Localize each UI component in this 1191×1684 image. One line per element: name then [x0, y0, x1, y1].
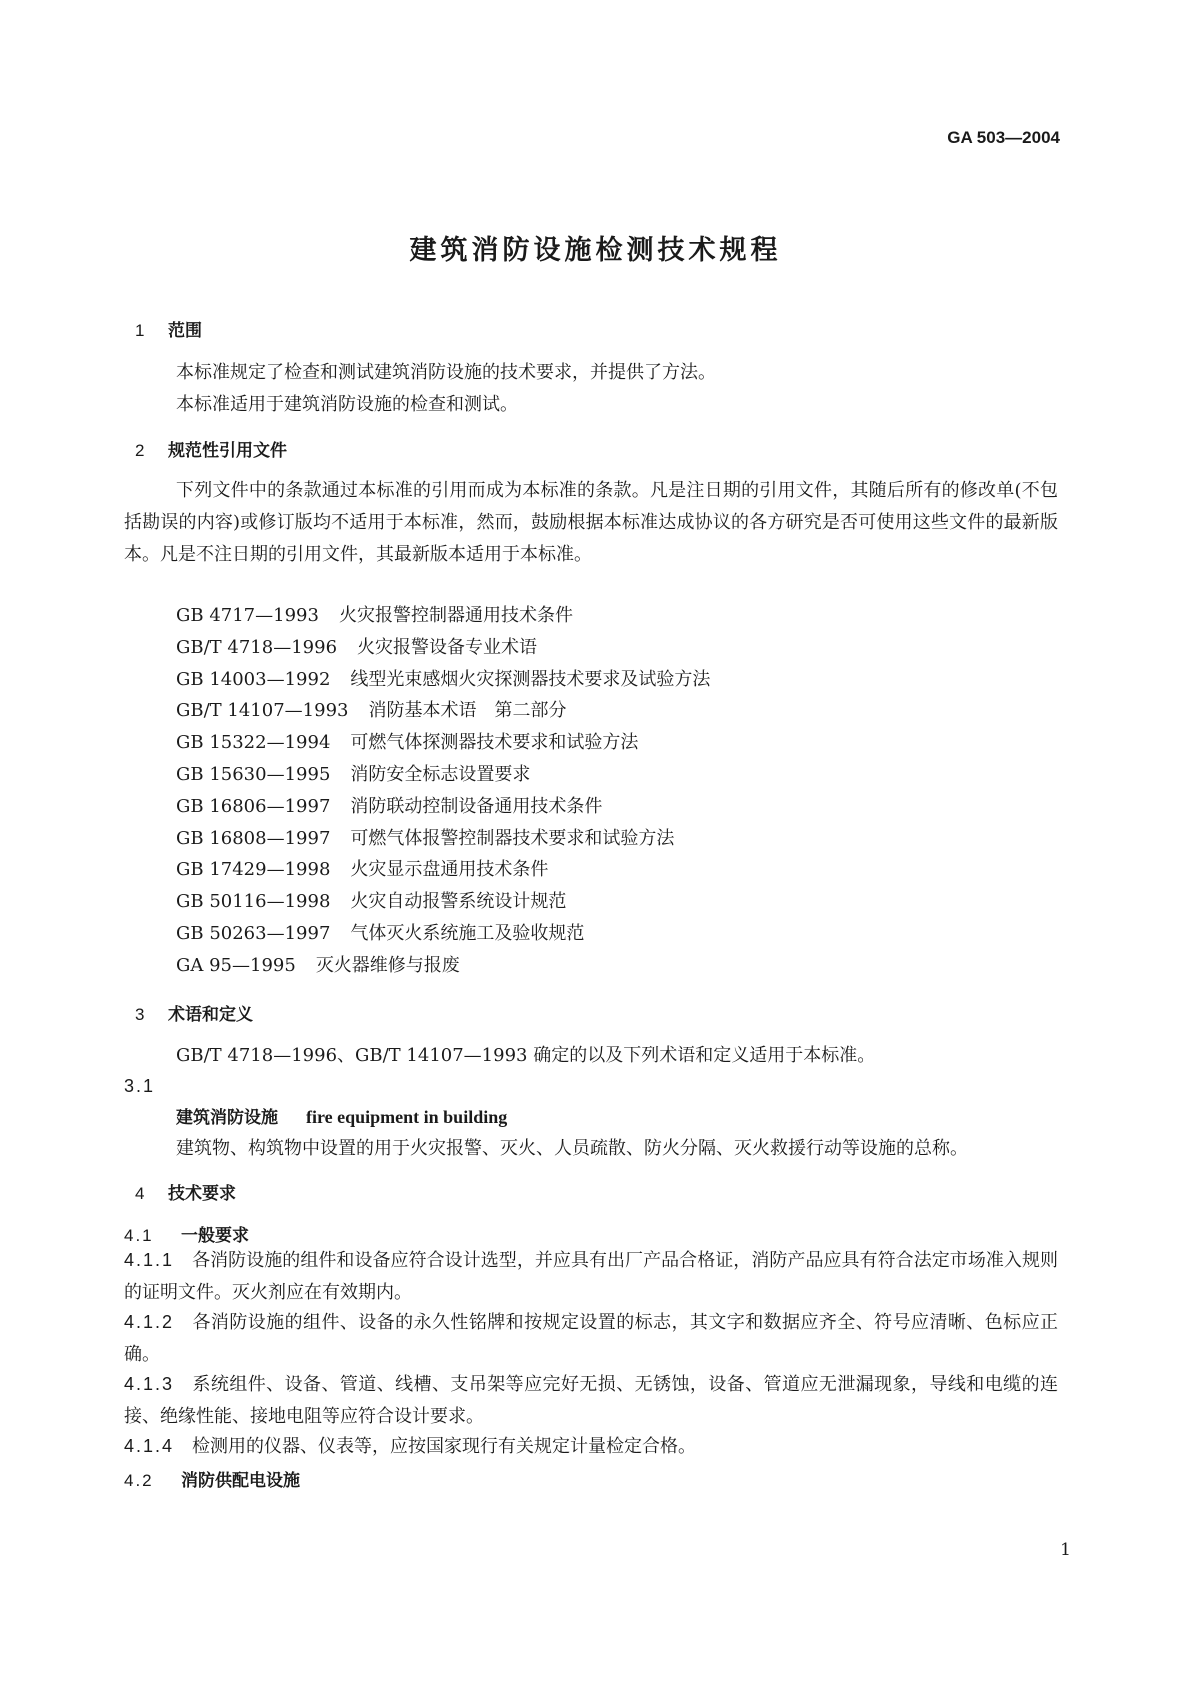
subsection-heading: [124, 1221, 249, 1246]
reference-item: [176, 632, 710, 664]
reference-code: GB 16806—1997: [176, 795, 331, 817]
subsection-heading: [124, 1466, 300, 1491]
reference-item: [176, 854, 710, 886]
subsection-title: 一般要求: [181, 1226, 249, 1246]
reference-item: [176, 918, 710, 950]
section-2-intro: [124, 475, 1058, 571]
reference-code: GB 17429—1998: [176, 859, 331, 881]
reference-title: 火灾报警控制器通用技术条件: [338, 605, 573, 626]
document-title: 建筑消防设施检测技术规程: [409, 235, 782, 266]
section-4-heading: [135, 1179, 236, 1204]
clause: [124, 1306, 1058, 1371]
section-title: 技术要求: [168, 1184, 236, 1204]
reference-code: GB/T 4718—1996: [176, 636, 338, 658]
intro-text: 下列文件中的条款通过本标准的引用而成为本标准的条款。凡是注日期的引用文件，其随后所有的修改单(不包括勘误的内容)或修订版均不适用于本标准，然而，鼓励根据本标准达成协议的各方研究是否可使用这些文件的最新版本。凡是不注日期的引用文件，其最新版本适用于本标准。: [124, 480, 1058, 565]
reference-title: 火灾自动报警系统设计规范: [350, 891, 567, 913]
section-1-heading: [135, 316, 202, 341]
clause-text: 系统组件、设备、管道、线槽、支吊架等应完好无损、无锈蚀，设备、管道应无泄漏现象，导线和电缆的连接、绝缘性能、接地电阻等应符合设计要求。: [124, 1374, 1058, 1427]
reference-code: GB 15630—1995: [176, 763, 331, 785]
section-1-paragraph: 本标准规定了检查和测试建筑消防设施的技术要求，并提供了方法。: [176, 362, 716, 383]
term-number: 3.1: [124, 1076, 156, 1096]
reference-code: GB 4717—1993: [176, 605, 319, 626]
clause-number: 4.1.1: [124, 1250, 175, 1270]
reference-title: 灭火器维修与报废: [315, 954, 460, 976]
section-number: 3: [135, 1005, 145, 1024]
reference-title: 消防联动控制设备通用技术条件: [350, 795, 603, 817]
reference-code: GB 50263—1997: [176, 922, 331, 944]
term-en: fire equipment in building: [306, 1107, 508, 1127]
reference-item: [176, 695, 710, 727]
reference-title: 消防基本术语 第二部分: [368, 700, 567, 722]
reference-item: [176, 823, 710, 855]
section-2-heading: [135, 436, 287, 461]
reference-title: 线型光束感烟火灾探测器技术要求及试验方法: [350, 668, 711, 690]
reference-code: GB 16808—1997: [176, 827, 331, 849]
term-zh: 建筑消防设施: [176, 1108, 278, 1128]
section-title: 术语和定义: [168, 1005, 253, 1025]
reference-item: [176, 664, 710, 696]
reference-item: [176, 950, 710, 982]
section-3-intro: GB/T 4718—1996、GB/T 14107—1993 确定的以及下列术语和定义适用于本标准。: [176, 1045, 876, 1066]
reference-code: GB 15322—1994: [176, 732, 331, 754]
section-3-heading: [135, 1000, 253, 1025]
standard-code: GA 503—2004: [947, 128, 1060, 147]
reference-title: 火灾显示盘通用技术条件: [350, 859, 549, 881]
subsection-number: 4.2: [124, 1471, 154, 1490]
reference-code: GA 95—1995: [176, 954, 296, 976]
clause: [124, 1244, 1058, 1309]
clause-text: 各消防设施的组件和设备应符合设计选型，并应具有出厂产品合格证，消防产品应具有符合法定市场准入规则的证明文件。灭火剂应在有效期内。: [124, 1250, 1058, 1303]
section-title: 规范性引用文件: [168, 441, 287, 461]
reference-code: GB 50116—1998: [176, 891, 331, 913]
term-heading: [176, 1103, 507, 1128]
reference-title: 可燃气体探测器技术要求和试验方法: [350, 732, 639, 754]
reference-list: [176, 600, 710, 982]
clause-text: 各消防设施的组件、设备的永久性铭牌和按规定设置的标志，其文字和数据应齐全、符号应清晰、色标应正确。: [124, 1312, 1058, 1365]
clause: [124, 1368, 1058, 1433]
clause-text: 检测用的仪器、仪表等，应按国家现行有关规定计量检定合格。: [192, 1436, 697, 1457]
reference-item: [176, 759, 710, 791]
reference-item: [176, 727, 710, 759]
reference-item: [176, 600, 710, 632]
subsection-number: 4.1: [124, 1226, 154, 1245]
clause-number: 4.1.2: [124, 1312, 175, 1332]
reference-title: 气体灭火系统施工及验收规范: [350, 922, 585, 944]
page-number: 1: [1060, 1540, 1071, 1560]
term-definition: 建筑物、构筑物中设置的用于火灾报警、灭火、人员疏散、防火分隔、灭火救援行动等设施的总称。: [176, 1138, 968, 1159]
reference-code: GB/T 14107—1993: [176, 700, 349, 722]
reference-item: [176, 886, 710, 918]
clause-number: 4.1.4: [124, 1436, 175, 1456]
reference-code: GB 14003—1992: [176, 668, 331, 690]
section-number: 2: [135, 441, 145, 460]
clause-number: 4.1.3: [124, 1374, 175, 1394]
section-title: 范围: [168, 321, 202, 341]
reference-title: 可燃气体报警控制器技术要求和试验方法: [350, 827, 675, 849]
reference-title: 火灾报警设备专业术语: [357, 636, 538, 658]
clause: [124, 1430, 1058, 1463]
section-1-paragraph: 本标准适用于建筑消防设施的检查和测试。: [176, 394, 518, 415]
section-number: 1: [135, 321, 145, 340]
reference-item: [176, 791, 710, 823]
section-number: 4: [135, 1184, 145, 1203]
subsection-title: 消防供配电设施: [181, 1471, 300, 1491]
reference-title: 消防安全标志设置要求: [350, 763, 531, 785]
